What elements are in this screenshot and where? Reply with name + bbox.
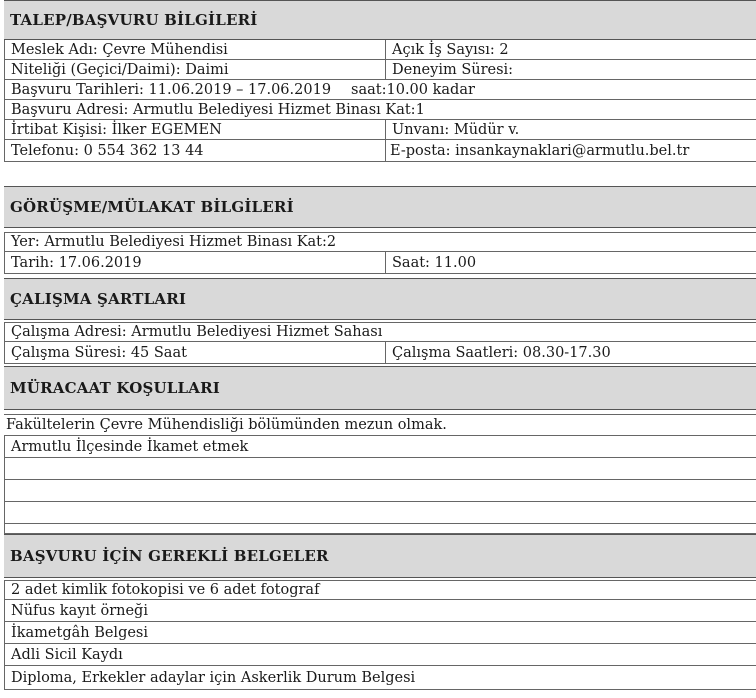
saat-value: Saat: 11.00 [392, 254, 477, 271]
irtibat-value: İrtibat Kişisi: İlker EGEMEN [11, 121, 222, 138]
telefon-value: Telefonu: 0 554 362 13 44 [11, 142, 204, 159]
calisma-saatleri-cell [385, 342, 756, 363]
row-basvuru-adresi [4, 100, 756, 120]
section-header-belgeler [4, 534, 756, 578]
meslek-cell [5, 40, 385, 59]
job-posting-form [4, 0, 756, 698]
blank-row [4, 524, 756, 534]
telefon-cell [5, 140, 385, 161]
list-item [4, 580, 756, 600]
deneyim-value: Deneyim Süresi: [392, 61, 514, 78]
nitelik-cell [5, 60, 385, 79]
belge-text: 2 adet kimlik fotokopisi ve 6 adet fotograf [11, 582, 320, 598]
belge-item-4 [5, 666, 756, 689]
deneyim-cell [385, 60, 756, 79]
list-item [4, 644, 756, 666]
section-title: GÖRÜŞME/MÜLAKAT BİLGİLERİ [10, 198, 294, 216]
basvuru-adresi-value: Başvuru Adresi: Armutlu Belediyesi Hizmet Binası Kat:1 [11, 101, 425, 118]
eposta-value: E-posta: insankaynaklari@armutlu.bel.tr [390, 142, 690, 159]
list-item [4, 666, 756, 690]
calisma-saatleri-value: Çalışma Saatleri: 08.30-17.30 [392, 344, 611, 361]
belge-text: Diploma, Erkekler adaylar için Askerlik Durum Belgesi [11, 669, 416, 686]
yer-value: Yer: Armutlu Belediyesi Hizmet Binası Kat:2 [11, 234, 337, 250]
eposta-cell [385, 140, 756, 161]
list-item [4, 436, 756, 458]
row-tarih [4, 252, 756, 274]
blank-row [4, 458, 756, 480]
unvani-value: Unvanı: Müdür v. [392, 121, 520, 138]
calisma-adresi-cell [5, 323, 756, 341]
muracaat-item-1 [5, 436, 756, 457]
meslek-value: Meslek Adı: Çevre Mühendisi [11, 41, 228, 58]
row-calisma-adresi [4, 322, 756, 342]
list-item [4, 622, 756, 644]
muracaat-text: Fakültelerin Çevre Mühendisliği bölümünden mezun olmak. [6, 417, 447, 433]
belge-item-3 [5, 644, 756, 665]
unvani-cell [385, 120, 756, 139]
section-header-muracaat [4, 366, 756, 410]
muracaat-text: Armutlu İlçesinde İkamet etmek [11, 438, 249, 455]
row-calisma-suresi [4, 342, 756, 364]
section-header-gorusme [4, 186, 756, 228]
section-title: BAŞVURU İÇİN GEREKLİ BELGELER [10, 547, 329, 565]
section-header-calisma [4, 278, 756, 320]
section-header-talep [4, 0, 756, 40]
belge-text: Adli Sicil Kaydı [11, 646, 123, 663]
acik-is-value: Açık İş Sayısı: 2 [392, 41, 509, 58]
acik-is-cell [385, 40, 756, 59]
row-nitelik [4, 60, 756, 80]
row-telefon [4, 140, 756, 162]
basvuru-tarihleri-value: Başvuru Tarihleri: 11.06.2019 – 17.06.2019 [11, 81, 332, 98]
list-item [4, 414, 756, 436]
blank-row [4, 480, 756, 502]
belge-text: Nüfus kayıt örneği [11, 602, 148, 619]
tarih-cell [5, 252, 385, 273]
calisma-suresi-cell [5, 342, 385, 363]
calisma-adresi-value: Çalışma Adresi: Armutlu Belediyesi Hizmet Sahası [11, 324, 383, 340]
calisma-suresi-value: Çalışma Süresi: 45 Saat [11, 344, 187, 361]
belge-text: İkametgâh Belgesi [11, 624, 149, 641]
section-title: ÇALIŞMA ŞARTLARI [10, 290, 187, 308]
row-irtibat [4, 120, 756, 140]
belge-item-0 [5, 581, 756, 599]
list-item [4, 600, 756, 622]
section-title: TALEP/BAŞVURU BİLGİLERİ [10, 11, 258, 29]
belge-item-2 [5, 622, 756, 643]
blank-row [4, 502, 756, 524]
yer-cell [5, 233, 756, 251]
irtibat-cell [5, 120, 385, 139]
basvuru-tarihleri-cell [5, 80, 756, 99]
belge-item-1 [5, 600, 756, 621]
tarih-value: Tarih: 17.06.2019 [11, 254, 142, 271]
row-yer [4, 232, 756, 252]
basvuru-adresi-cell [5, 100, 756, 119]
saat-cell [385, 252, 756, 273]
row-meslek [4, 40, 756, 60]
section-title: MÜRACAAT KOŞULLARI [10, 379, 220, 397]
nitelik-value: Niteliği (Geçici/Daimi): Daimi [11, 61, 229, 78]
muracaat-item-0 [4, 415, 756, 435]
row-basvuru-tarihleri [4, 80, 756, 100]
basvuru-saat-value: saat:10.00 kadar [351, 81, 475, 98]
